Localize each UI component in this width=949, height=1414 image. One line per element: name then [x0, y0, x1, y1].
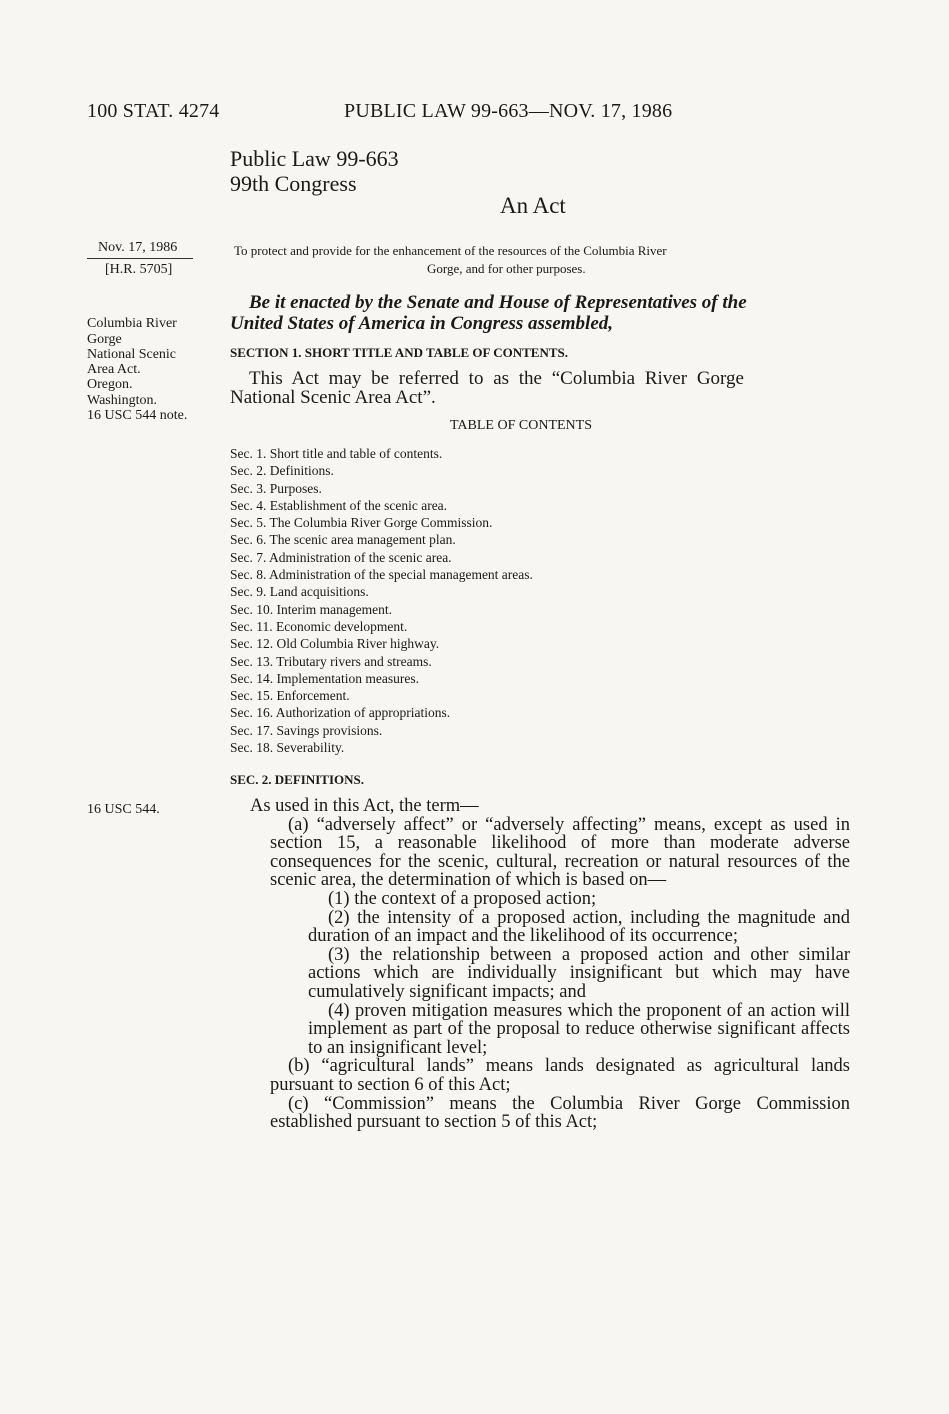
public-law-number: Public Law 99-663 [230, 146, 399, 171]
page-number-header: 100 STAT. 4274 [87, 100, 220, 122]
toc-item: Sec. 16. Authorization of appropriations. [230, 705, 451, 721]
purpose-line-2: Gorge, and for other purposes. [427, 261, 586, 276]
definitions-lead: As used in this Act, the term— [250, 796, 479, 816]
margin-date: Nov. 17, 1986 [98, 240, 178, 255]
section-1-heading: SECTION 1. SHORT TITLE AND TABLE OF CONTENTS. [230, 345, 569, 360]
enacting-clause-line-2: United States of America in Congress assembled, [230, 313, 614, 334]
toc-item: Sec. 2. Definitions. [230, 463, 334, 479]
section-1-text-line-1: This Act may be referred to as the “Columbia River Gorge [249, 368, 744, 389]
margin-bill-number: [H.R. 5705] [105, 262, 173, 277]
definition-c: (c) “Commission” means the Columbia River Gorge Commission established pursuant to section 5 of this Act; [270, 1093, 850, 1133]
toc-item: Sec. 7. Administration of the scenic area. [230, 549, 452, 565]
toc-item: Sec. 6. The scenic area management plan. [230, 532, 456, 548]
toc-item: Sec. 11. Economic development. [230, 618, 408, 634]
toc-item: Sec. 14. Implementation measures. [230, 670, 419, 686]
margin-usc-note: 16 USC 544 note. [87, 408, 188, 423]
toc-item: Sec. 5. The Columbia River Gorge Commission. [230, 515, 493, 531]
definition-a-1: (1) the context of a proposed action; [328, 888, 597, 909]
toc-item: Sec. 4. Establishment of the scenic area. [230, 497, 448, 513]
congress-number: 99th Congress [230, 171, 357, 196]
definition-a-3: (3) the relationship between a proposed action and other similar actions which are individually insignificant but which may have cumulatively significant impacts; and [308, 944, 850, 1002]
toc-item: Sec. 3. Purposes. [230, 480, 322, 496]
margin-short-title-1: Columbia River [87, 316, 177, 331]
toc-item: Sec. 18. Severability. [230, 740, 345, 756]
purpose-line-1: To protect and provide for the enhancement of the resources of the Columbia River [234, 243, 667, 258]
toc-item: Sec. 12. Old Columbia River highway. [230, 636, 440, 652]
an-act-heading: An Act [500, 193, 566, 218]
margin-state-washington: Washington. [87, 393, 158, 408]
margin-short-title-3: National Scenic [87, 347, 177, 362]
margin-usc-544: 16 USC 544. [87, 802, 160, 817]
margin-state-oregon: Oregon. [87, 377, 133, 392]
toc-item: Sec. 9. Land acquisitions. [230, 584, 369, 600]
table-of-contents [230, 445, 533, 756]
margin-divider [87, 258, 193, 259]
enacting-clause-line-1: Be it enacted by the Senate and House of Representatives of the [249, 292, 747, 313]
definition-a-2: (2) the intensity of a proposed action, including the magnitude and duration of an impact and the likelihood of its occurrence; [308, 907, 850, 947]
definition-a-4: (4) proven mitigation measures which the proponent of an action will implement as part of the proposal to reduce otherwise significant affects to an insignificant level; [308, 1000, 850, 1058]
definition-a: (a) “adversely affect” or “adversely affecting” means, except as used in section 15, a reasonable likelihood of more than moderate adverse consequences for the scenic, cultural, recreation or natural resources of the scenic area, the determination of which is based on— [270, 814, 850, 891]
definitions-body [230, 797, 850, 1132]
toc-item: Sec. 1. Short title and table of contents. [230, 446, 443, 461]
margin-short-title-4: Area Act. [87, 362, 141, 377]
toc-item: Sec. 10. Interim management. [230, 601, 392, 617]
section-2-heading: SEC. 2. DEFINITIONS. [230, 772, 365, 787]
section-1-text-line-2: National Scenic Area Act”. [230, 387, 436, 408]
toc-item: Sec. 15. Enforcement. [230, 688, 350, 704]
toc-title: TABLE OF CONTENTS [450, 418, 592, 433]
margin-short-title-2: Gorge [87, 332, 122, 347]
definition-b: (b) “agricultural lands” means lands designated as agricultural lands pursuant to section 6 of this Act; [270, 1056, 850, 1095]
toc-item: Sec. 8. Administration of the special management areas. [230, 567, 533, 583]
toc-item: Sec. 17. Savings provisions. [230, 722, 383, 738]
law-title-header: PUBLIC LAW 99-663—NOV. 17, 1986 [344, 100, 673, 122]
toc-item: Sec. 13. Tributary rivers and streams. [230, 653, 432, 669]
